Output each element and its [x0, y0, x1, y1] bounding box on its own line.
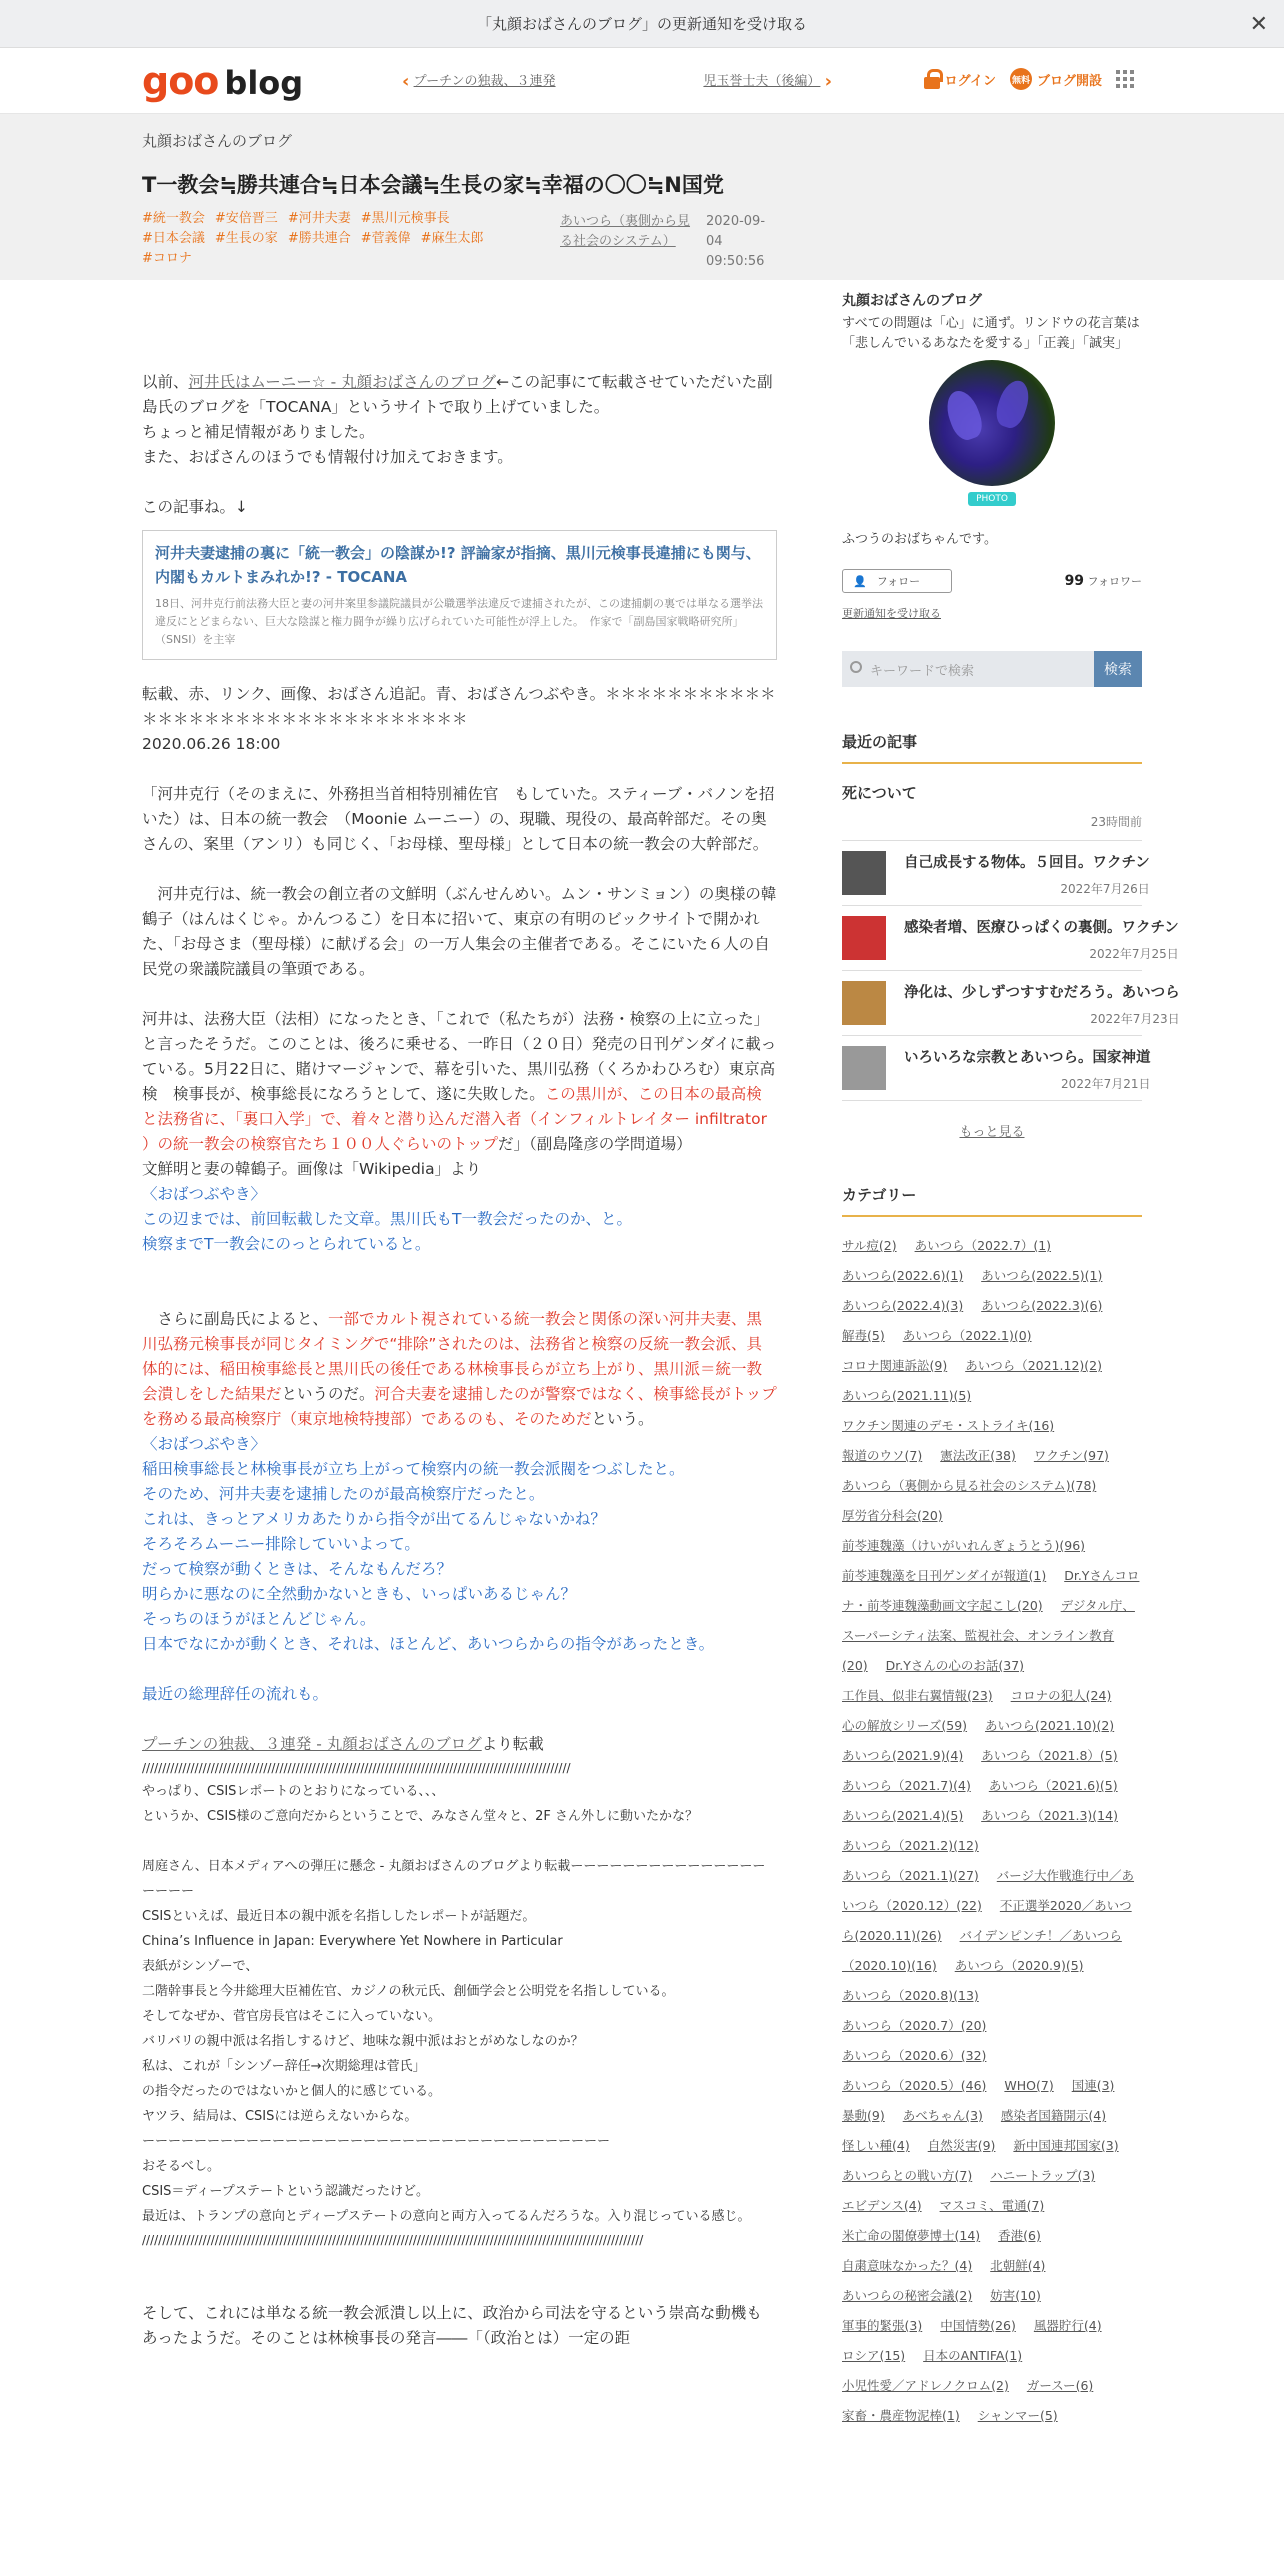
paragraph — [142, 1007, 777, 1157]
paragraph: 河井克行は、統一教会の創立者の文鮮明（ぶんせんめい。ムン・サンミョン）の奥様の韓鶴子（はんはくじゃ。かんつるこ）を日本に招いて、東京の有明のビックサイトで開かれた、「お母さま（聖母様）に献げる会」の一万人集会の主催者である。そこにいた６人の自民党の衆議院議員の筆頭である。 — [142, 885, 777, 978]
quote-date: 2020.06.26 18:00 — [142, 735, 281, 753]
small-line: 私は、これが「シンゾー辞任→次期総理は菅氏」 — [142, 2059, 426, 2074]
recent-post-date: 2022年7月21日 — [1061, 1077, 1151, 1091]
blue-line: 日本でなにかが動くとき、それは、ほとんど、あいつらからの指令があったとき。 — [142, 1635, 715, 1653]
category-link[interactable]: 日本のANTIFA(1) — [923, 2348, 1023, 2363]
category-link[interactable]: エビデンス(4) — [842, 2198, 922, 2213]
category-link[interactable]: コロナ関連訴訟(9) — [842, 1358, 948, 1373]
open-blog-label: ブログ開設 — [1036, 73, 1102, 89]
category-link[interactable]: Dr.Yさんの心のお話(37) — [885, 1658, 1025, 1673]
category-link[interactable]: 前苓連魏藻を日刊ゲンダイが報道(1) — [842, 1568, 1047, 1583]
blue-line: 検察までT一教会にのっとられていると。 — [142, 1235, 431, 1253]
recent-posts-list — [842, 841, 1180, 1101]
category-link[interactable]: あいつら(2022.4)(3) — [842, 1298, 964, 1313]
category-link[interactable]: あいつらの秘密会議(2) — [842, 2288, 973, 2303]
category-link[interactable]: ハニートラップ(3) — [990, 2168, 1096, 2183]
red-text-run: この黒川が、この日本の最高検と法務省に、「裏口入学」で、着々と潜り込んだ潜入者（インフィルトレイター infiltrator ）の統一教会の検察官たち１００人ぐらいのトップ — [142, 1085, 767, 1153]
putin-post-link[interactable]: プーチンの独裁、３連発 - 丸顔おばさんのブログ — [142, 1735, 482, 1753]
category-link[interactable]: あいつら（2020.5）(46) — [842, 2078, 987, 2093]
follower-number: 99 — [1064, 573, 1085, 589]
logo-goo: goo — [142, 58, 219, 103]
post-thumbnail[interactable] — [842, 981, 886, 1025]
red-text-run: 一部でカルト視されている統一教会と関係の深い河井夫妻、黒川弘務元検事長が同じタイミングで“排除”されたのは、法務省と検察の反統一教会派、具体的には、稲田検事総長と黒川氏の後任である林検事長らが立ち上がり、黒川派＝統一教会潰しをした結果だ — [142, 1310, 763, 1403]
category-link[interactable]: 米亡命の閣僚夢博士(14) — [842, 2228, 981, 2243]
notification-text[interactable]: 「丸顔おばさんのブログ」の更新通知を受け取る — [476, 15, 807, 33]
recent-posts-heading: 最近の記事 — [842, 731, 1142, 764]
recent-post-item[interactable] — [842, 971, 1180, 1036]
search-input[interactable] — [842, 651, 1094, 687]
logo-blog: blog — [224, 63, 304, 102]
post-body — [142, 370, 777, 2351]
post-date — [706, 212, 776, 272]
category-link[interactable]: あいつら（2021.2)(12) — [842, 1838, 979, 1853]
category-link[interactable]: あいつら（2020.8)(13) — [842, 1988, 979, 2003]
category-link[interactable]: 自粛意味なかった？(4) — [842, 2258, 973, 2273]
category-link[interactable]: あいつら(2021.11)(5) — [842, 1388, 972, 1403]
category-link[interactable]: 不正選挙2020／あいつら(2020.11)(26) — [842, 1898, 1132, 1943]
recent-post-date: 2022年7月25日 — [1089, 947, 1179, 961]
category-link[interactable]: あいつら（2021.7)(4) — [842, 1778, 971, 1793]
category-link[interactable]: あいつら(2021.10)(2) — [985, 1718, 1115, 1733]
text-run: という。 — [591, 1410, 654, 1428]
category-list — [842, 1231, 1142, 2431]
close-icon[interactable]: ✕ — [1249, 12, 1268, 37]
post-date-day: 2020-09-04 — [706, 214, 766, 249]
category-link[interactable]: 怪しい種(4) — [842, 2138, 910, 2153]
next-post-link[interactable]: 児玉誉士夫（後編） — [703, 74, 821, 89]
divider-slashes: //////////////////////////////////////////////////////////////////////////////////////////////////////////////////////////// — [142, 2233, 644, 2247]
category-link[interactable]: あべちゃん(3) — [902, 2108, 983, 2123]
blue-line: この辺までは、前回転載した文章。黒川氏もT一教会だったのか、と。 — [142, 1210, 632, 1228]
blue-line: だって検察が動くときは、そんなもんだろ？ — [142, 1560, 453, 1578]
category-link[interactable]: Dr.Yさんコロナ・前苓連魏藻動画文字起こし(20) — [842, 1568, 1140, 1613]
follow-button[interactable] — [842, 569, 952, 593]
blog-name[interactable]: 丸顔おばさんのブログ — [142, 132, 293, 150]
small-line: そしてなぜか、菅官房長官はそこに入っていない。 — [142, 2009, 442, 2024]
menu-grid-icon[interactable] — [1116, 70, 1134, 88]
small-line: ヤツラ、結局は、CSISには逆らえないからな。 — [142, 2109, 418, 2124]
open-blog-button[interactable] — [1010, 68, 1102, 90]
intro-line: この記事ね。↓ — [142, 498, 248, 516]
category-link[interactable]: 風器貯行(4) — [1033, 2318, 1102, 2333]
small-line: の指令だったのではないかと個人的に感じている。 — [142, 2084, 442, 2099]
post-date-time: 09:50:56 — [706, 254, 765, 269]
photo-badge[interactable]: PHOTO — [968, 492, 1016, 506]
tag-link[interactable]: #河井夫妻 — [287, 211, 351, 226]
embed-description: 18日、河井克行前法務大臣と妻の河井案里参議院議員が公職選挙法違反で逮捕されたが、この逮捕劇の裏では単なる選挙法違反にとどまらない、巨大な陰謀と権力闘争が繰り広げられていた可能性が浮上した。 作家で「副島国家戦略研究所」（SNSI）を主宰 — [155, 597, 763, 646]
header-actions — [924, 68, 1134, 90]
image-caption: 文鮮明と妻の韓鶴子。画像は「Wikipedia」より — [142, 1160, 482, 1178]
small-line: CSISといえば、最近日本の親中派を名指ししたレポートが話題だ。 — [142, 1909, 536, 1924]
category-link[interactable]: 工作員、似非右翼情報(23) — [842, 1688, 993, 1703]
tsubuyaki-heading: 〈おばつぶやき〉 — [142, 1435, 267, 1453]
tag-link[interactable]: #黒川元検事長 — [360, 211, 450, 226]
sidebar-blog-description: すべての問題は「心」に通ず。リンドウの花言葉は「悲しんでいるあなたを愛する」「正義」「誠実」 — [842, 316, 1140, 351]
category-link[interactable]: バージ大作戦進行中／あいつら（2020.12）(22) — [842, 1868, 1135, 1913]
category-link[interactable]: あいつら（2021.6)(5) — [988, 1778, 1118, 1793]
category-link[interactable]: 感染者国籍開示(4) — [1000, 2108, 1107, 2123]
tsubuyaki-heading: 〈おばつぶやき〉 — [142, 1185, 267, 1203]
login-button[interactable] — [924, 69, 996, 89]
post-category-link[interactable]: あいつら（裏側から見る社会のシステム） — [560, 214, 691, 249]
more-posts-link[interactable]: もっと見る — [959, 1125, 1025, 1140]
category-link[interactable]: あいつら（2021.12)(2) — [965, 1358, 1102, 1373]
chevron-right-icon: › — [824, 71, 832, 92]
tag-link[interactable]: #コロナ — [142, 251, 192, 266]
category-link[interactable]: 妨害(10) — [990, 2288, 1041, 2303]
free-badge-icon: 無料 — [1010, 68, 1032, 90]
kawai-moonie-link[interactable]: 河井氏はムーニー☆ - 丸顔おばさんのブログ — [188, 373, 497, 391]
category-link[interactable]: ワクチン(97) — [1033, 1448, 1109, 1463]
recent-post-title[interactable]: 浄化は、少しずつすすむだろう。あいつら — [904, 985, 1180, 1001]
goo-blog-logo[interactable] — [142, 59, 303, 103]
chevron-left-icon: ‹ — [402, 71, 410, 92]
category-link[interactable]: シャンマー(5) — [977, 2408, 1058, 2423]
category-link[interactable]: あいつら（2022.1)(0) — [902, 1328, 1032, 1343]
small-line: 表紙がシンゾーで、 — [142, 1959, 259, 1974]
color-legend: 転載、赤、リンク、画像、おばさん追記。青、おばさんつぶやき。＊＊＊＊＊＊＊＊＊＊＊＊＊＊＊＊＊＊＊＊＊＊＊＊＊＊＊＊＊＊＊＊ — [142, 685, 776, 728]
category-link[interactable]: あいつら（2020.9)(5) — [954, 1958, 1084, 1973]
category-link[interactable]: あいつら(2021.9)(4) — [842, 1748, 964, 1763]
text-run: だ」（副島隆彦の学問道場） — [498, 1135, 692, 1153]
category-link[interactable]: WHO(7) — [1004, 2078, 1054, 2093]
intro-text-2: ←この記事にて転載させていただいた副島氏のブログを「TOCANA」というサイトで取り上げていました。 — [142, 373, 773, 416]
category-link[interactable]: あいつら（2020.7）(20) — [842, 2018, 987, 2033]
category-link[interactable]: 北朝鮮(4) — [990, 2258, 1046, 2273]
divider-dashes: ーーーーーーーーーーーーーーーーーーーーーーーーーーーーーーーーーーーー — [142, 2134, 611, 2149]
site-header — [0, 48, 1284, 114]
sidebar-blog-title[interactable]: 丸顔おばさんのブログ — [842, 293, 982, 309]
post-title: T一教会≒勝共連合≒日本会議≒生長の家≒幸福の〇〇≒N国党 — [142, 173, 724, 197]
tag-link[interactable]: #安倍晋三 — [214, 211, 278, 226]
category-link[interactable]: 厚労省分科会(20) — [842, 1508, 943, 1523]
user-icon: 👤 — [853, 574, 867, 588]
follow-label: フォロー — [876, 575, 921, 588]
category-link[interactable]: 香港(6) — [998, 2228, 1041, 2243]
small-line: China’s Influence in Japan: Everywhere Yet Nowhere in Particular — [142, 1934, 563, 1949]
recent-post-title[interactable]: いろいろな宗教とあいつら。国家神道 — [904, 1050, 1151, 1066]
profile-avatar[interactable] — [929, 360, 1055, 486]
profile-bio: ふつうのおばちゃんです。 — [842, 532, 997, 547]
recent-post-item[interactable] — [842, 1036, 1151, 1101]
small-line: CSIS＝ディープステートという認識だったけど。 — [142, 2184, 429, 2199]
recent-post-top[interactable]: 死について — [842, 784, 917, 802]
small-line: 最近は、トランプの意向とディープステートの意向と両方入ってるんだろうな。入り混じっている感じ。 — [142, 2209, 751, 2224]
category-link[interactable]: 新中国連邦国家(3) — [1013, 2138, 1119, 2153]
small-line: やっぱり、CSISレポートのとおりになっている、、、 — [142, 1784, 445, 1799]
category-link[interactable]: あいつらとの戦い方(7) — [842, 2168, 973, 2183]
category-link[interactable]: 小児性愛／アドレノクロム(2) — [842, 2378, 1009, 2393]
follower-count — [1065, 573, 1142, 589]
embed-title[interactable]: 河井夫妻逮捕の裏に「統一教会」の陰謀か!? 評論家が指摘、黒川元検事長違捕にも関与、内閣もカルトまみれか!? - TOCANA — [155, 544, 761, 586]
search-button[interactable]: 検索 — [1094, 651, 1142, 687]
tag-link[interactable]: #菅義偉 — [360, 231, 411, 246]
intro-text: 以前、 — [142, 373, 189, 391]
post-thumbnail[interactable] — [842, 1046, 886, 1090]
blue-line: そろそろムーニー排除していいよって。 — [142, 1535, 420, 1553]
category-link[interactable]: ロシア(15) — [842, 2348, 906, 2363]
category-link[interactable]: あいつら（2022.7）(1) — [914, 1238, 1052, 1253]
red-text-run: 河合夫妻を逮捕したのが警察ではなく、検事総長がトップを務める最高検察庁（東京地検特捜部）であるのも、そのためだ — [142, 1385, 777, 1428]
text-run: というのだ。 — [281, 1385, 375, 1403]
intro-line: ちょっと補足情報がありました。 — [142, 423, 375, 441]
blue-line: 稲田検事総長と林検事長が立ち上がって検察内の統一教会派閥をつぶしたと。 — [142, 1460, 685, 1478]
post-navigation — [402, 70, 832, 92]
follower-unit: フォロワー — [1087, 575, 1142, 588]
tag-link[interactable]: #日本会議 — [142, 231, 205, 246]
search-icon — [850, 661, 862, 673]
login-label: ログイン — [944, 73, 996, 89]
post-thumbnail[interactable] — [842, 851, 886, 895]
recent-post-title[interactable]: 感染者増、医療ひっぱくの裏側。ワクチン — [904, 920, 1179, 936]
category-link[interactable]: あいつら(2022.6)(1) — [842, 1268, 964, 1283]
category-link[interactable]: ワクチン関連のデモ・ストライキ(16) — [842, 1418, 1055, 1433]
category-link[interactable]: 前苓連魏藻（けいがいれんぎょうとう)(96) — [842, 1538, 1086, 1553]
category-link[interactable]: 家畜・農産物泥棒(1) — [842, 2408, 960, 2423]
category-link[interactable]: あいつら（2020.6）(32) — [842, 2048, 987, 2063]
category-link[interactable]: マスコミ、電通(7) — [939, 2198, 1045, 2213]
blue-line: これは、きっとアメリカあたりから指令が出てるんじゃないかね？ — [142, 1510, 606, 1528]
recent-post-item[interactable] — [842, 906, 1179, 971]
update-notification-bar[interactable] — [0, 0, 1284, 48]
category-link[interactable]: あいつら(2021.4)(5) — [842, 1808, 964, 1823]
subscribe-updates-link[interactable]: 更新通知を受け取る — [842, 607, 941, 620]
search-placeholder: キーワードで検索 — [870, 663, 975, 679]
small-line: 二階幹事長と今井総理大臣補佐官、カジノの秋元氏、創価学会と公明党を名指ししている。 — [142, 1984, 675, 1999]
tag-link[interactable]: #統一教会 — [142, 211, 205, 226]
intro-line: また、おばさんのほうでも情報付け加えておきます。 — [142, 448, 513, 466]
category-link[interactable]: あいつら（2021.8）(5) — [981, 1748, 1118, 1763]
small-line: 周庭さん、日本メディアへの弾圧に懸念 - 丸顔おばさんのブログより転載ーーーーーーーーーーーーーーーーーーー — [142, 1859, 766, 1899]
category-link[interactable]: デジタル庁、スーパーシティ法案、監視社会、オンライン教育(20) — [842, 1598, 1135, 1673]
tag-link[interactable]: #勝共連合 — [287, 231, 351, 246]
recent-post-item[interactable] — [842, 841, 1150, 906]
category-link[interactable]: 報道のウソ(7) — [842, 1448, 923, 1463]
paragraph — [142, 1307, 777, 1432]
tag-link[interactable]: #生長の家 — [214, 231, 278, 246]
recent-post-date: 2022年7月26日 — [1060, 882, 1150, 896]
category-link[interactable]: 中国情勢(26) — [940, 2318, 1016, 2333]
category-link[interactable]: あいつら(2022.5)(1) — [981, 1268, 1103, 1283]
blue-line: 最近の総理辞任の流れも。 — [142, 1685, 329, 1703]
post-header — [0, 114, 1284, 280]
category-link[interactable]: 解毒(5) — [842, 1328, 885, 1343]
category-link[interactable]: バイデンピンチ！／あいつら（2020.10)(16) — [842, 1928, 1122, 1973]
small-line: バリバリの親中派は名指しするけど、地味な親中派はおとがめなしなのか？ — [142, 2034, 584, 2049]
category-link[interactable]: 国連(3) — [1071, 2078, 1115, 2093]
small-line: というか、CSIS様のご意向だからということで、みなさん堂々と、2F さん外しに動いたかな？ — [142, 1809, 699, 1824]
blue-lines — [142, 1457, 777, 1657]
post-thumbnail[interactable] — [842, 916, 886, 960]
categories-heading: カテゴリー — [842, 1184, 1142, 1217]
small-line: おそるべし。 — [142, 2159, 221, 2174]
category-link[interactable]: あいつら（2021.3)(14) — [981, 1808, 1118, 1823]
category-link[interactable]: ガースー(6) — [1026, 2378, 1094, 2393]
text-run: より転載 — [481, 1735, 544, 1753]
post-tags — [142, 209, 522, 269]
category-link[interactable]: サル痘(2) — [842, 1238, 897, 1253]
blue-line: そっちのほうがほとんどじゃん。 — [142, 1610, 376, 1628]
sidebar — [842, 290, 1180, 2431]
category-link[interactable]: 暴動(9) — [842, 2108, 885, 2123]
recent-post-date: 2022年7月23日 — [1090, 1012, 1180, 1026]
paragraph: 「河井克行（そのまえに、外務担当首相特別補佐官 もしていた。スティーブ・バノンを招いた）は、日本の統一教会 （Moonie ムーニー）の、現職、現役の、最高幹部だ。その奥さんの、案里（アンリ）も同じく、「お母様、聖母様」として日本の統一教会の大幹部だ。 — [142, 785, 775, 853]
paragraph: そして、これには単なる統一教会派潰し以上に、政治から司法を守るという崇高な動機もあったようだ。そのことは林検事長の発言――「（政治とは）一定の距 — [142, 2304, 762, 2347]
category-link[interactable]: 心の解放シリーズ(59) — [842, 1718, 968, 1733]
category-link[interactable]: コロナの犯人(24) — [1010, 1688, 1112, 1703]
tag-link[interactable]: #麻生太郎 — [420, 231, 484, 246]
lock-icon — [924, 69, 940, 89]
category-link[interactable]: 軍事的緊張(3) — [842, 2318, 923, 2333]
blue-line: 明らかに悪なのに全然動かないときも、いっぱいあるじゃん？ — [142, 1585, 577, 1603]
category-link[interactable]: あいつら（裏側から見る社会のシステム)(78) — [842, 1478, 1097, 1493]
blue-line: そのため、河井夫妻を逮捕したのが最高検察庁だったと。 — [142, 1485, 545, 1503]
recent-post-title[interactable]: 自己成長する物体。５回目。ワクチン — [904, 855, 1150, 871]
recent-post-time: 23時間前 — [842, 813, 1142, 841]
prev-post-link[interactable]: プーチンの独裁、３連発 — [413, 74, 556, 89]
divider-slashes: ////////////////////////////////////////////////////////////////////////////////////////////////////////// — [142, 1761, 571, 1775]
category-link[interactable]: 自然災害(9) — [927, 2138, 996, 2153]
category-link[interactable]: あいつら(2022.3)(6) — [981, 1298, 1103, 1313]
text-run: さらに副島氏によると、 — [142, 1310, 329, 1328]
text-run: 河井は、法務大臣（法相）になったとき、「これで（私たちが）法務・検察の上に立った」と言ったそうだ。このことは、後ろに乗せる、一昨日（２０日）発売の日刊ゲンダイに載っている。5月22日に、賭けマージャンで、幕を引いた、黒川弘務（くろかわひろむ）東京高検 検事長が、検事総長になろうとして、遂に失敗した。 — [142, 1010, 777, 1103]
category-link[interactable]: あいつら（2021.1)(27) — [842, 1868, 979, 1883]
embedded-article-card[interactable] — [142, 530, 777, 660]
category-link[interactable]: 憲法改正(38) — [940, 1448, 1016, 1463]
